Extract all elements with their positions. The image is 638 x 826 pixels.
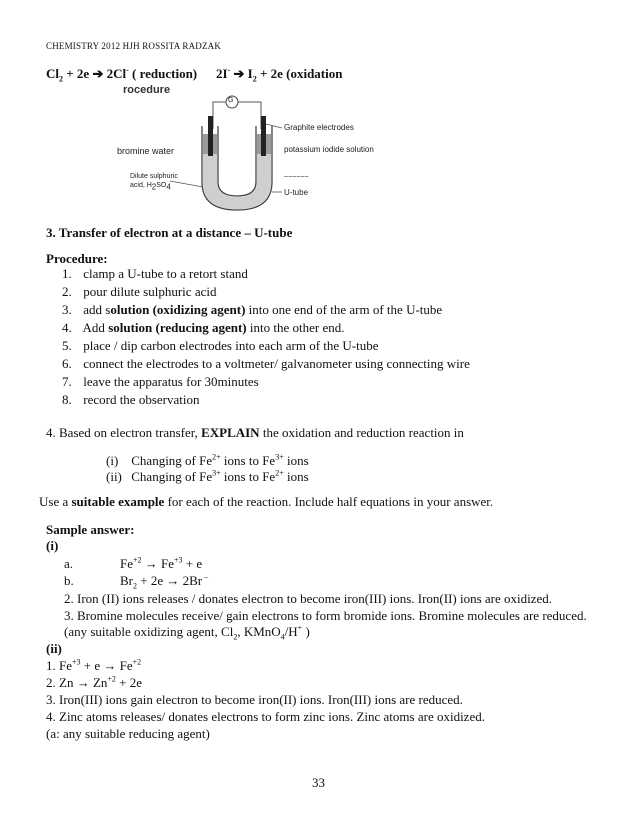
sample-part2-label: (ii): [46, 641, 62, 656]
sample-line-3: 3. Bromine molecules receive/ gain electrons to form bromide ions. Bromine molecules are reduced.: [64, 608, 587, 623]
sample-line-a: a. $Fe^{+2} \to Fe^{+3} + e$: [64, 555, 203, 571]
wire-right: [238, 102, 261, 129]
sample-answer-label: Sample answer:: [46, 522, 135, 537]
sample-part2-line2: 2. $Zn \to Zn^{+2} + 2e$: [46, 674, 143, 690]
question4-text: 4. Based on electron transfer, EXPLAIN the oxidation and reduction reaction in: [46, 425, 464, 440]
reduction-equation: $Cl_2 + 2e$ ➔ 2Cl- ( reduction): [46, 65, 198, 84]
sample-part2-line5: (a: any suitable reducing agent): [46, 726, 210, 741]
utube-inner: [218, 126, 256, 196]
question4-item: (ii) Changing of $Fe^{3+}$ ions to $Fe^{2+}$ ions: [106, 468, 309, 484]
question4-item: (i) Changing of $Fe^{2+}$ ions to $Fe^{3+}$ ions: [106, 452, 309, 468]
page-header: CHEMISTRY 2012 HJH ROSSITA RADZAK: [46, 41, 222, 51]
sample-part1-label: (i): [46, 538, 59, 553]
diagram-heading: rocedure: [123, 84, 171, 96]
procedure-label: Procedure:: [46, 251, 108, 266]
iodide-label: potassium iodide solution: [284, 145, 374, 154]
acid-liquid: [203, 154, 271, 209]
right-electrode: [261, 116, 266, 156]
sample-part2-line4: 4. Zinc atoms releases/ donates electrons to form zinc ions. Zinc atoms are oxidized.: [46, 709, 485, 724]
squiggle-label: ~~~~~~: [284, 174, 309, 181]
left-electrode: [208, 116, 213, 156]
procedure-step: 8. record the observation: [62, 392, 200, 407]
oxidation-equation: 2I- ➔ $I_2 + 2e$ (oxidation: [216, 65, 343, 84]
sample-part2-line3: 3. Iron(III) ions gain electron to become iron(II) ions. Iron(III) ions are reduced.: [46, 692, 463, 707]
section3-title: 3. Transfer of electron at a distance – U-tube: [46, 225, 293, 240]
procedure-step: 5. place / dip carbon electrodes into each arm of the U-tube: [62, 338, 379, 353]
galvanometer-label: G: [228, 97, 234, 104]
procedure-step: 1. clamp a U-tube to a retort stand: [62, 266, 248, 281]
graphite-label: Graphite electrodes: [284, 123, 354, 132]
bromine-label: bromine water: [117, 146, 175, 156]
procedure-list: [62, 265, 470, 409]
sample-line-b: b. $Br_2 + 2e \to 2Br$ –: [64, 572, 209, 591]
acid-label: Dilute sulphuric acid, $H_2SO_4$: [130, 173, 178, 192]
procedure-step: 7. leave the apparatus for 30minutes: [62, 374, 259, 389]
question4-instruction: Use a suitable example for each of the reaction. Include half equations in your answer.: [39, 494, 494, 509]
procedure-step: 3. add solution (oxidizing agent) into one end of the arm of the U-tube: [62, 302, 443, 317]
procedure-step: 2. pour dilute sulphuric acid: [62, 284, 217, 299]
sample-line-4: (any suitable oxidizing agent, $Cl_2$, KMnO$_4$/H+ ): [64, 623, 310, 642]
page-number: 33: [312, 775, 325, 790]
sample-part2-line1: 1. $Fe^{+3} + e \to Fe^{+2}$: [46, 657, 142, 673]
sample-line-2: 2. Iron (II) ions releases / donates electron to become iron(III) ions. Iron(II) ions are oxidized.: [64, 591, 553, 606]
procedure-step: 6. connect the electrodes to a voltmeter/ galvanometer using connecting wire: [62, 356, 470, 371]
wire-left: [213, 102, 226, 129]
utube-label: U-tube: [284, 188, 309, 197]
procedure-step: 4. Add solution (reducing agent) into the other end.: [62, 320, 345, 335]
graphite-pointer: [266, 124, 282, 128]
